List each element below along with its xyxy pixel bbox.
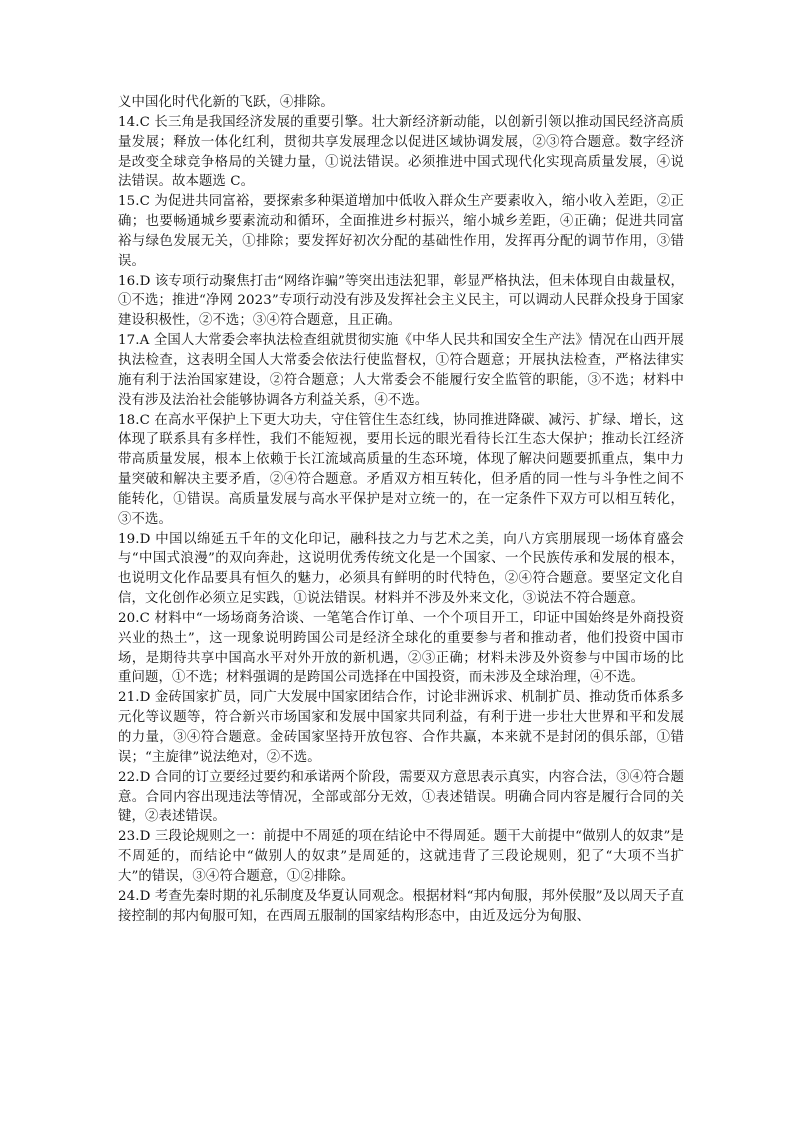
answer-paragraph-19: 19.D 中国以绵延五千年的文化印记，融科技之力与艺术之美，向八方宾朋展现一场体育盛会与“中国式浪漫”的双向奔赴，这说明优秀传统文化是一个国家、一个民族传承和发展的根本，也说明文化作品要具有恒久的魅力，必须具有鲜明的时代特色，②④符合题意。要坚定文化自信，文化创作必须立足实践，①说法错误。材料并不涉及外来文化，③说法不符合题意。: [118, 531, 684, 607]
answer-paragraph-14: 14.C 长三角是我国经济发展的重要引擎。壮大新经济新动能，以创新引领以推动国民经济高质量发展；释放一体化红利，贯彻共享发展理念以促进区域协调发展，②③符合题意。数字经济是改变全球竞争格局的关键力量，①说法错误。必须推进中国式现代化实现高质量发展，④说法错误。故本题选 C。: [118, 114, 684, 190]
answer-paragraph-23: 23.D 三段论规则之一：前提中不周延的项在结论中不得周延。题干大前提中“做别人的奴隶”是不周延的，而结论中“做别人的奴隶”是周延的，这就违背了三段论规则，犯了“大项不当扩大”的错误，③④符合题意，①②排除。: [118, 829, 684, 884]
answer-paragraph-17: 17.A 全国人大常委会率执法检查组就贯彻实施《中华人民共和国安全生产法》情况在山西开展执法检查，这表明全国人大常委会依法行使监督权，①符合题意；开展执法检查，严格法律实施有利于法治国家建设，②符合题意；人大常委会不能履行安全监管的职能，③不选；材料中没有涉及法治社会能够协调各方利益关系，④不选。: [118, 333, 684, 408]
answer-paragraph-22: 22.D 合同的订立要经过要约和承诺两个阶段，需要双方意思表示真实，内容合法，③④符合题意。合同内容出现违法等情况，全部或部分无效，①表述错误。明确合同内容是履行合同的关键，②表述错误。: [118, 769, 684, 825]
answer-paragraph-16: 16.D 该专项行动聚焦打击“网络诈骗”等突出违法犯罪，彰显严格执法，但未体现自由裁量权，①不选；推进“净网 2023”专项行动没有涉及发挥社会主义民主，可以调动人民群众投身于国家建设积极性，②不选；③④符合题意，且正确。: [118, 273, 684, 329]
answer-paragraph-21: 21.D 金砖国家扩员，同广大发展中国家团结合作，讨论非洲诉求、机制扩员、推动货币体系多元化等议题等，符合新兴市场国家和发展中国家共同利益，有利于进一步壮大世界和平和发展的力量，③④符合题意。金砖国家坚持开放包容、合作共赢，本来就不是封闭的俱乐部，①错误；“主旋律”说法绝对，②不选。: [118, 690, 684, 765]
answer-paragraph-continuation: 义中国化时代化新的飞跃，④排除。: [118, 95, 334, 110]
answer-paragraph-18: 18.C 在高水平保护上下更大功夫，守住管住生态红线，协同推进降碳、减污、扩绿、增长，这体现了联系具有多样性，我们不能短视，要用长远的眼光看待长江生态大保护；推动长江经济带高质量发展，根本上依赖于长江流域高质量的生态环境，体现了解决问题要抓重点，集中力量突破和解决主要矛盾，②④符合题意。矛盾双方相互转化，但矛盾的同一性与斗争性之间不能转化，①错误。高质量发展与高水平保护是对立统一的，在一定条件下双方可以相互转化，③不选。: [118, 412, 684, 527]
answer-paragraph-20: 20.C 材料中“一场场商务洽谈、一笔笔合作订单、一个个项目开工，印证中国始终是外商投资兴业的热土”，这一现象说明跨国公司是经济全球化的重要参与者和推动者，他们投资中国市场，是期待共享中国高水平对外开放的新机遇，②③正确；材料未涉及外资参与中国市场的比重问题，①不选；材料强调的是跨国公司选择在中国投资，而未涉及全球治理，④不选。: [118, 610, 684, 686]
answer-paragraph-15: 15.C 为促进共同富裕，要探索多种渠道增加中低收入群众生产要素收入，缩小收入差距，②正确；也要畅通城乡要素流动和循环，全面推进乡村振兴，缩小城乡差距，④正确；促进共同富裕与绿色发展无关，①排除；要发挥好初次分配的基础性作用，发挥再分配的调节作用，③错误。: [118, 194, 684, 269]
answer-paragraph-24: 24.D 考查先秦时期的礼乐制度及华夏认同观念。根据材料“邦内甸服，邦外侯服”及以周天子直接控制的邦内甸服可知，在西周五服制的国家结构形态中，由近及远分为甸服、: [118, 888, 684, 924]
document-page: [118, 93, 684, 926]
